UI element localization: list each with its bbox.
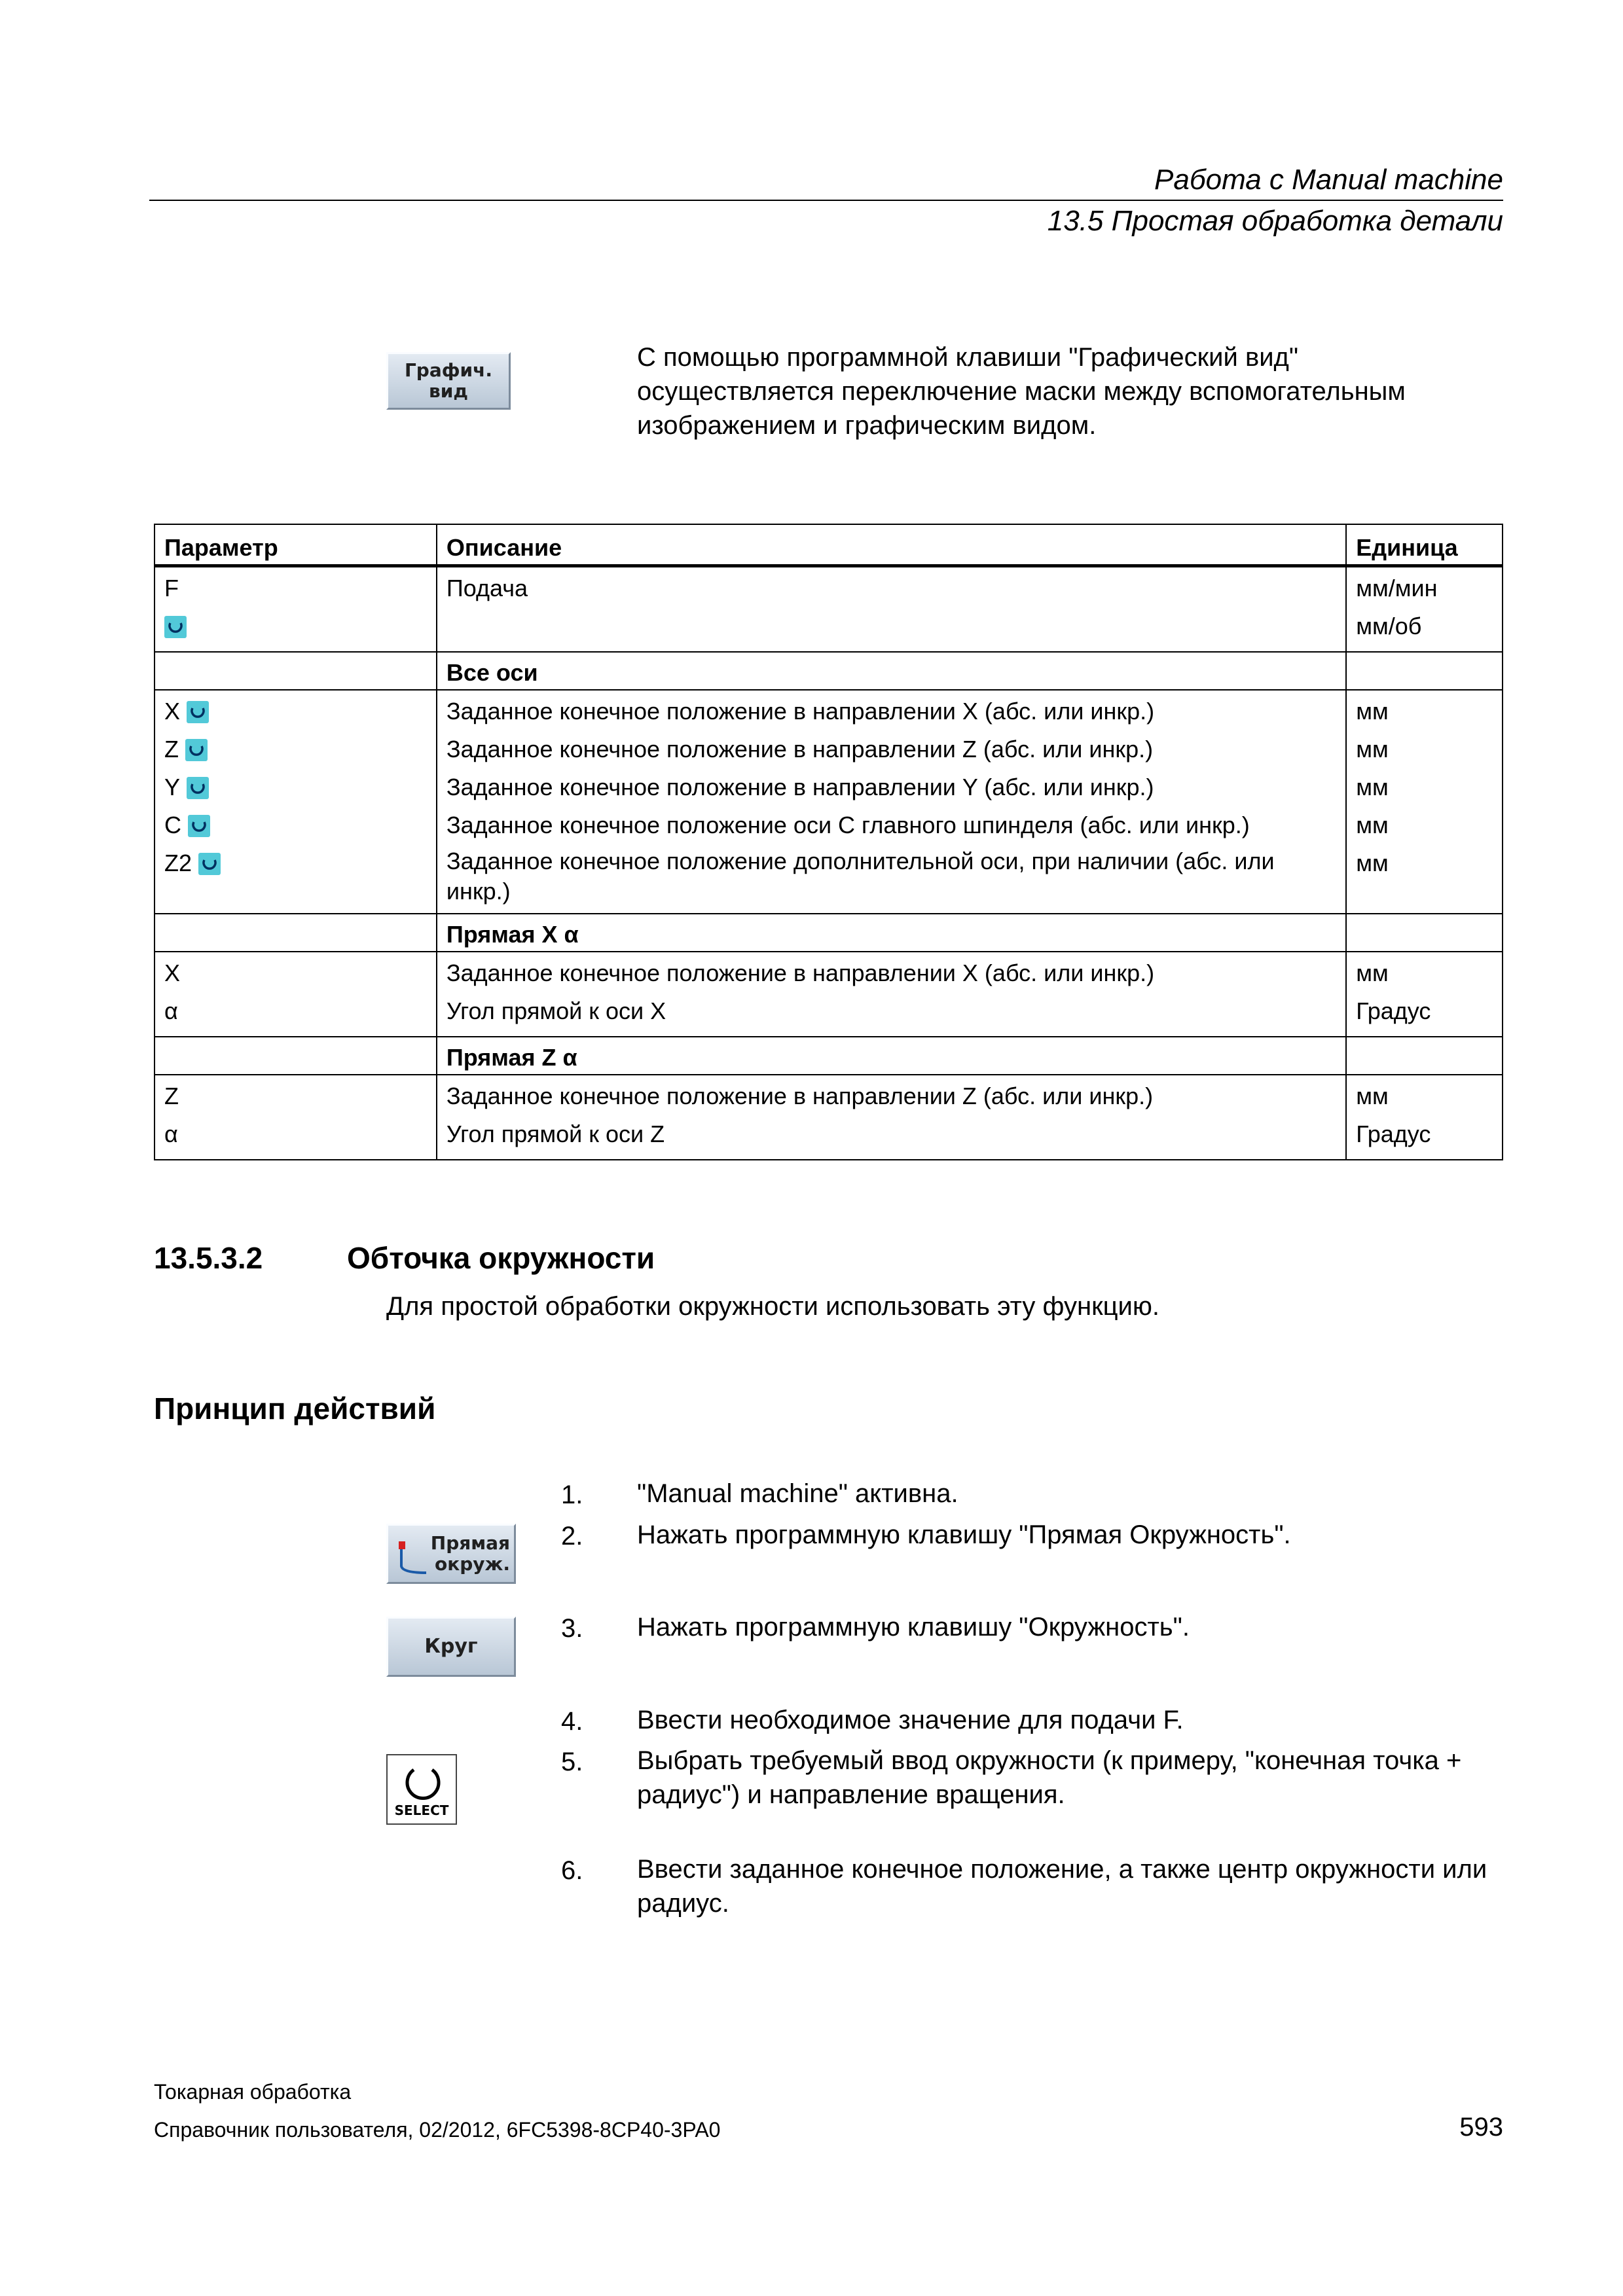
graphic-view-softkey-line2: вид [429, 380, 468, 402]
header-chapter: Работа с Manual machine [1154, 164, 1503, 196]
page-number: 593 [1459, 2113, 1503, 2142]
desc-alpha-x: Угол прямой к оси X [446, 997, 666, 1024]
step-number: 6. [561, 1856, 583, 1885]
step-number: 5. [561, 1748, 583, 1776]
unit-alpha-x: Градус [1356, 997, 1431, 1024]
table-section-row [155, 652, 1503, 690]
line-circle-softkey-line1: Прямая [430, 1532, 510, 1554]
desc-alpha-z: Угол прямой к оси Z [446, 1121, 665, 1147]
table-header-row [155, 524, 1503, 566]
circle-softkey-label: Круг [424, 1635, 478, 1658]
rotate-icon [187, 701, 209, 723]
unit-c: мм [1356, 812, 1389, 838]
header-description: Описание [437, 524, 1346, 566]
param-alpha-z: α [164, 1121, 178, 1147]
table-section-row [155, 914, 1503, 952]
param-z: Z [164, 736, 179, 762]
step-number: 1. [561, 1480, 583, 1509]
step-text: Нажать программную клавишу "Прямая Окружность". [637, 1520, 1291, 1549]
table-row [155, 1075, 1503, 1160]
unit-z: мм [1356, 736, 1389, 762]
table-row [155, 566, 1503, 653]
select-key[interactable] [386, 1754, 457, 1825]
param-c: C [164, 812, 181, 838]
circle-softkey[interactable] [386, 1617, 516, 1677]
desc-c: Заданное конечное положение оси C главного шпинделя (абс. или инкр.) [446, 812, 1250, 838]
graphic-view-softkey-line1: Графич. [404, 359, 493, 381]
param-alpha-x: α [164, 997, 178, 1024]
param-x: X [164, 698, 181, 725]
desc-x: Заданное конечное положение в направлении X (абс. или инкр.) [446, 698, 1155, 725]
step-number: 3. [561, 1614, 583, 1643]
param-f: F [164, 575, 179, 601]
desc-y: Заданное конечное положение в направлении Y (абс. или инкр.) [446, 774, 1154, 800]
step-number: 4. [561, 1707, 583, 1736]
unit-x-line: мм [1356, 960, 1389, 986]
footer-manual: Справочник пользователя, 02/2012, 6FC5398-8CP40-3PA0 [154, 2118, 721, 2142]
step-text: "Manual machine" активна. [637, 1479, 958, 1508]
unit-alpha-z: Градус [1356, 1121, 1431, 1147]
rotate-icon [187, 777, 209, 799]
intro-text: С помощью программной клавиши "Графический вид" осуществляется переключение маски между вспомогательным изображением и графическим видом. [637, 343, 1406, 440]
line-circle-softkey[interactable] [386, 1524, 516, 1584]
step-text: Ввести заданное конечное положение, а также центр окружности или радиус. [637, 1855, 1487, 1918]
principle-title: Принцип действий [154, 1391, 436, 1426]
step-text: Выбрать требуемый ввод окружности (к примеру, "конечная точка + радиус") и направление вращения. [637, 1746, 1462, 1809]
unit-f-1: мм/мин [1356, 575, 1438, 601]
section-title-line-z-alpha: Прямая Z α [437, 1037, 1346, 1075]
header-section: 13.5 Простая обработка детали [1047, 205, 1503, 237]
header-rule [149, 200, 1503, 201]
section-title-all-axes: Все оси [437, 652, 1346, 690]
line-circle-icon [395, 1537, 434, 1577]
select-key-label: SELECT [394, 1803, 449, 1818]
unit-f-2: мм/об [1356, 613, 1422, 639]
rotate-icon [198, 853, 221, 875]
desc-z-line: Заданное конечное положение в направлении Z (абс. или инкр.) [446, 1083, 1154, 1109]
table-section-row [155, 1037, 1503, 1075]
section-title: Обточка окружности [347, 1241, 655, 1275]
graphic-view-softkey[interactable] [386, 352, 511, 410]
header-unit: Единица [1346, 524, 1503, 566]
line-circle-softkey-line2: окруж. [434, 1553, 510, 1575]
rotate-icon [389, 1759, 457, 1805]
desc-x-line: Заданное конечное положение в направлении X (абс. или инкр.) [446, 960, 1155, 986]
step-number: 2. [561, 1522, 583, 1551]
param-z-line: Z [164, 1083, 179, 1109]
desc-z: Заданное конечное положение в направлении Z (абс. или инкр.) [446, 736, 1154, 762]
footer-product: Токарная обработка [154, 2080, 352, 2104]
parameter-table [154, 524, 1503, 1160]
param-y: Y [164, 774, 181, 800]
param-x-line: X [164, 960, 181, 986]
section-title-line-x-alpha: Прямая X α [437, 914, 1346, 952]
param-z2: Z2 [164, 850, 192, 876]
table-row [155, 952, 1503, 1037]
table-row [155, 690, 1503, 914]
unit-y: мм [1356, 774, 1389, 800]
rotate-icon [188, 815, 210, 837]
rotate-icon [164, 616, 187, 638]
rotate-icon [185, 739, 208, 761]
unit-x: мм [1356, 698, 1389, 725]
desc-f: Подача [446, 575, 528, 601]
section-number: 13.5.3.2 [154, 1241, 263, 1275]
section-text: Для простой обработки окружности использовать эту функцию. [386, 1292, 1159, 1321]
step-text: Ввести необходимое значение для подачи F. [637, 1706, 1184, 1734]
unit-z2: мм [1356, 850, 1389, 876]
unit-z-line: мм [1356, 1083, 1389, 1109]
desc-z2: Заданное конечное положение дополнительной оси, при наличии (абс. или инкр.) [446, 848, 1275, 905]
header-parameter: Параметр [155, 524, 437, 566]
step-text: Нажать программную клавишу "Окружность". [637, 1613, 1190, 1641]
